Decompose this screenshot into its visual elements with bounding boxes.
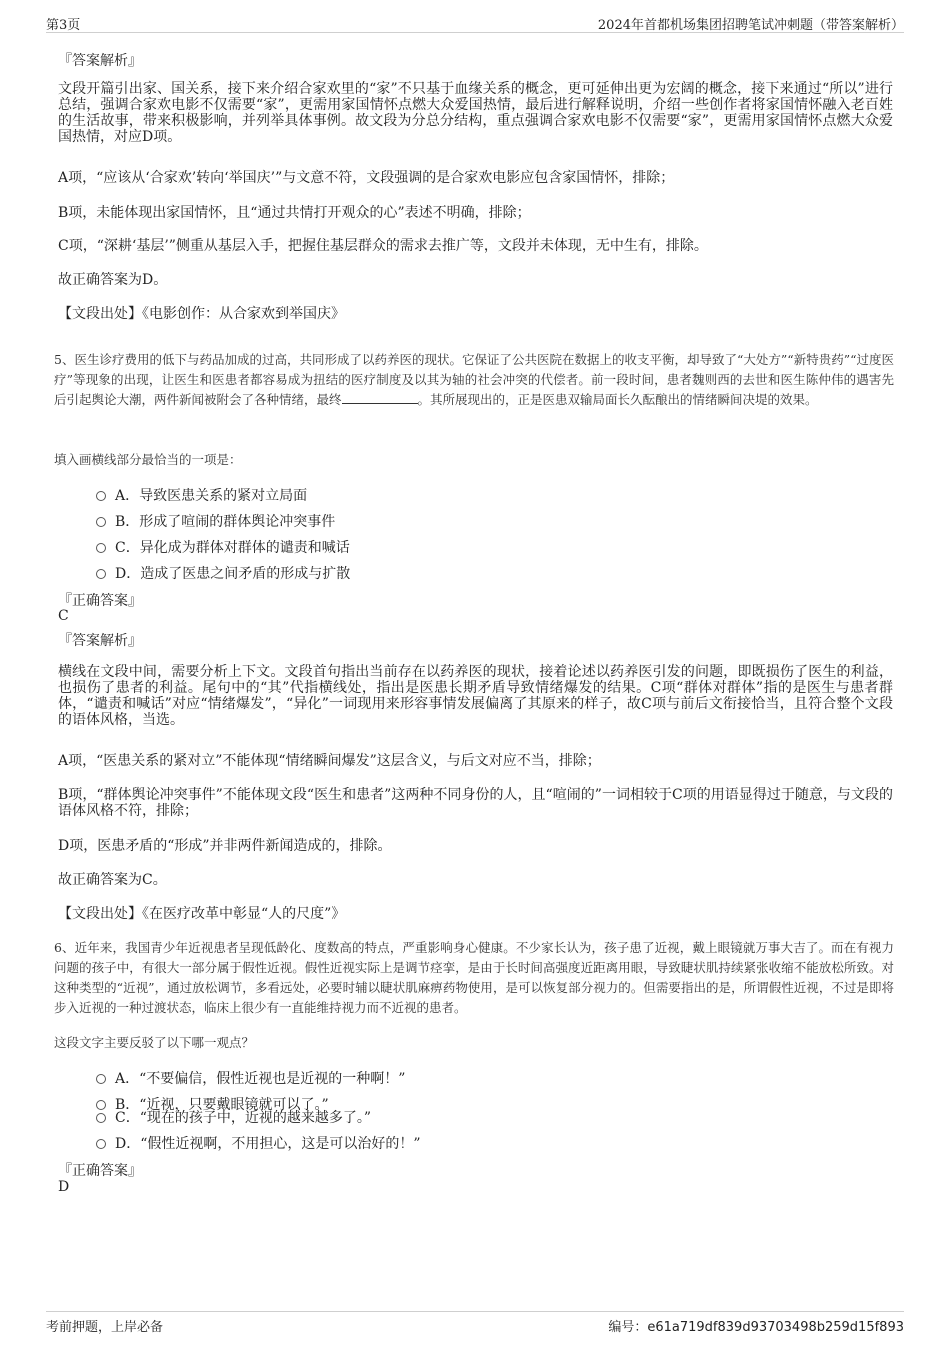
analysis-option-a: A项，“医患关系的紧对立”不能体现“情绪瞬间爆发”这层含义，与后文对应不当，排除；	[58, 753, 601, 769]
document-title: 2024年首都机场集团招聘笔试冲刺题（带答案解析）	[597, 18, 904, 33]
source-citation: 【文段出处】《在医疗改革中彰显“人的尺度”》	[58, 906, 346, 922]
analysis-option-b: B项，未能体现出家国情怀，且“通过共情打开观众的心”表述不明确，排除；	[58, 205, 531, 221]
analysis-option-c: C项，“深耕‘基层’”侧重从基层入手，把握住基层群众的需求去推广等，文段并未体现，无中生有，排除。	[58, 238, 708, 254]
analysis-option-a: A项，“应该从‘合家欢’转向‘举国庆’”与文意不符，文段强调的是合家欢电影应包含家国情怀，排除；	[58, 170, 675, 186]
correct-answer-label: 『正确答案』	[58, 593, 142, 609]
question-6-text: 6、近年来，我国青少年近视患者呈现低龄化、度数高的特点，严重影响身心健康。不少家长认为，孩子患了近视，戴上眼镜就万事大吉了。而在有视力问题的孩子中，有很大一部分属于假性近视。假性近视实际上是调节痉挛，是由于长时间高强度近距离用眼，导致睫状肌持续紧张收缩不能放松所致。对这种类型的“近视”，通过放松调节，多看远处，必要时辅以睫状肌麻痹药物使用，是可以恢复部分视力的。但需要指出的是，所谓假性近视，不过是即将步入近视的一种过渡状态，临床上很少有一直能维持视力而不近视的患者。	[54, 940, 894, 1015]
question-5-text: 5、医生诊疗费用的低下与药品加成的过高，共同形成了以药养医的现状。它保证了公共医院在数据上的收支平衡，却导致了“大处方”“新特贵药”“过度医疗”等现象的出现，让医生和医患者都容易成为扭结的医疗制度及以其为轴的社会冲突的代偿者。前一段时间，患者魏则西的去世和医生陈仲伟的遇害先后引起舆论大潮，两件新闻被附会了各种情绪，最终 。其所展现出的，正是医患双输局面长久酝酿出的情绪瞬间决堤的效果。	[54, 352, 894, 407]
page-header	[46, 12, 904, 33]
analysis-label: 『答案解析』	[58, 633, 142, 649]
analysis-paragraph: 文段开篇引出家、国关系，接下来介绍合家欢里的“家”不只基于血缘关系的概念，更可延伸出更为宏阔的概念，接下来通过“所以”进行总结，强调合家欢电影不仅需要“家”，更需用家国情怀点燃大众爱国热情，最后进行解释说明，介绍一些创作者将家国情怀融入老百姓的生活故事，带来积极影响，并列举具体事例。故文段为分总分结构，重点强调合家欢电影不仅需要“家”，更需用家国情怀点燃大众爱国热情，对应D项。	[58, 81, 893, 145]
q6-option-d[interactable]: D．“假性近视啊，不用担心，这是可以治好的！”	[96, 1133, 421, 1153]
question-6-prompt: 这段文字主要反驳了以下哪一观点？	[54, 1035, 255, 1050]
document-code: 编号：e61a719df839d93703498b259d15f893	[608, 1320, 904, 1335]
page-footer	[46, 1311, 904, 1335]
q5-option-d[interactable]: D．造成了医患之间矛盾的形成与扩散	[96, 563, 350, 583]
analysis-option-b: B项，“群体舆论冲突事件”不能体现文段“医生和患者”这两种不同身份的人，且“喧闹的”一词相较于C项的用语显得过于随意，与文段的语体风格不符，排除；	[58, 787, 893, 819]
q6-option-b[interactable]: B．“近视，只要戴眼镜就可以了。”	[96, 1094, 329, 1114]
radio-icon[interactable]	[96, 569, 106, 579]
correct-answer: C	[58, 608, 69, 624]
correct-answer-label: 『正确答案』	[58, 1163, 142, 1179]
q5-option-b[interactable]: B．形成了喧闹的群体舆论冲突事件	[96, 511, 335, 531]
fill-blank	[342, 391, 418, 404]
radio-icon[interactable]	[96, 1113, 106, 1123]
analysis-paragraph: 横线在文段中间，需要分析上下文。文段首句指出当前存在以药养医的现状，接着论述以药养医引发的问题，即既损伤了医生的利益，也损伤了患者的利益。尾句中的“其”代指横线处，指出是医患长期矛盾导致情绪爆发的结果。C项“群体对群体”指的是医生与患者群体，“谴责和喊话”对应“情绪爆发”，“异化”一词现用来形容事情发展偏离了其原来的样子，故C项与前后文衔接恰当，且符合整个文段的语体风格，当选。	[58, 664, 893, 728]
q6-option-a[interactable]: A．“不要偏信，假性近视也是近视的一种啊！”	[96, 1068, 405, 1088]
analysis-conclusion: 故正确答案为D。	[58, 272, 168, 288]
analysis-label: 『答案解析』	[58, 53, 142, 69]
radio-icon[interactable]	[96, 517, 106, 527]
radio-icon[interactable]	[96, 1139, 106, 1149]
analysis-option-d: D项，医患矛盾的“形成”并非两件新闻造成的，排除。	[58, 838, 392, 854]
radio-icon[interactable]	[96, 1074, 106, 1084]
q5-option-c[interactable]: C．异化成为群体对群体的谴责和喊话	[96, 537, 350, 557]
q6-option-c[interactable]: C．“现在的孩子中，近视的越来越多了。”	[96, 1107, 371, 1127]
page-number: 第3页	[46, 18, 81, 33]
radio-icon[interactable]	[96, 491, 106, 501]
source-citation: 【文段出处】《电影创作：从合家欢到举国庆》	[58, 306, 345, 322]
footer-slogan: 考前押题，上岸必备	[46, 1320, 164, 1335]
question-5-prompt: 填入画横线部分最恰当的一项是：	[54, 452, 242, 467]
radio-icon[interactable]	[96, 543, 106, 553]
q5-option-a[interactable]: A．导致医患关系的紧对立局面	[96, 485, 307, 505]
correct-answer: D	[58, 1179, 70, 1195]
analysis-conclusion: 故正确答案为C。	[58, 872, 167, 888]
